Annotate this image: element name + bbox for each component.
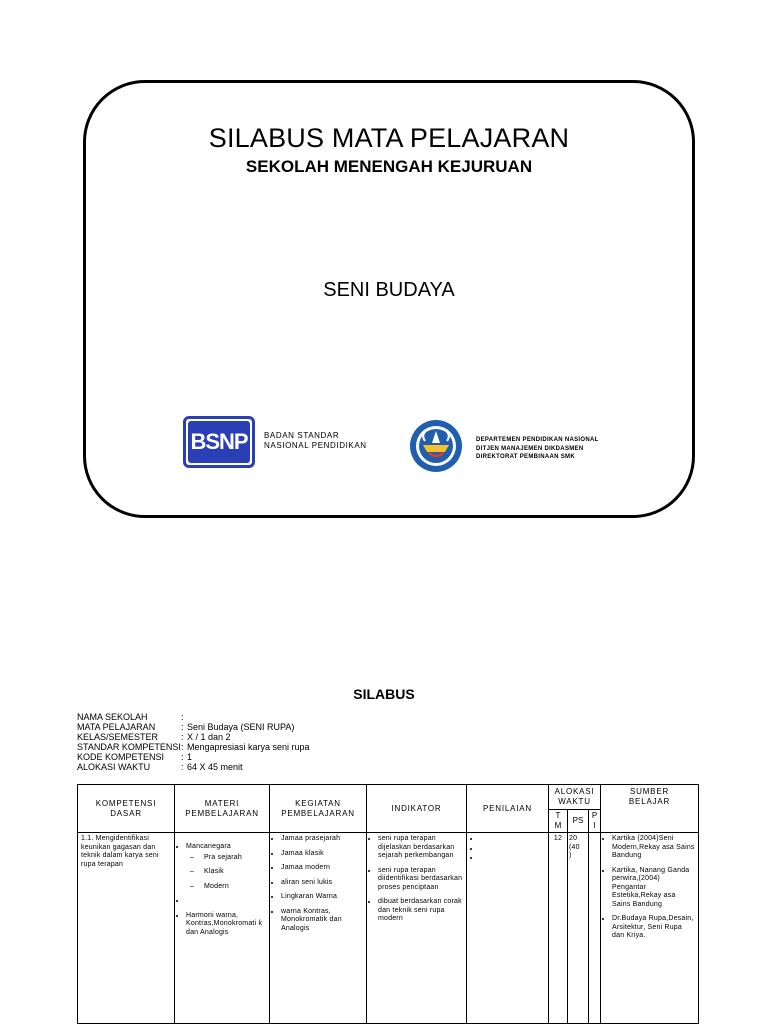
header-tm: T M: [549, 810, 568, 833]
materi-sub-item: – Modern: [204, 883, 266, 892]
meta-key: ALOKASI WAKTU: [77, 762, 151, 772]
indikator-item: • seni rupa terapan dijelaskan berdasarkan sejarah perkembangan: [378, 835, 463, 861]
bsnp-caption-line2: NASIONAL PENDIDIKAN: [264, 441, 367, 450]
meta-row-mata-pelajaran: MATA PELAJARAN : Seni Budaya (SENI RUPA): [77, 722, 295, 732]
bsnp-caption: [264, 431, 367, 451]
header-ps: PS: [568, 810, 589, 833]
meta-row-kelas-semester: KELAS/SEMESTER : X / 1 dan 2: [77, 732, 231, 742]
meta-key: MATA PELAJARAN: [77, 722, 156, 732]
ministry-caption-line3: DIREKTORAT PEMBINAAN SMK: [476, 454, 575, 460]
penilaian-item-empty: [480, 835, 545, 844]
cell-penilaian: [467, 833, 549, 1024]
header-sumber-belajar: SUMBER BELAJAR: [601, 785, 699, 833]
meta-value: Mengapresiasi karya seni rupa: [187, 742, 310, 752]
kegiatan-item: • aliran seni lukis: [281, 879, 363, 888]
kegiatan-item: • warna Kontras, Monokromatik dan Analogis: [281, 908, 363, 934]
cover-subtitle: SEKOLAH MENENGAH KEJURUAN: [245, 157, 533, 176]
cell-materi: [175, 833, 270, 1024]
meta-row-alokasi-waktu: ALOKASI WAKTU : 64 X 45 menit: [77, 762, 243, 772]
cell-indikator: [367, 833, 467, 1024]
cover-title: SILABUS MATA PELAJARAN: [208, 123, 570, 153]
cell-kompetensi: 1.1. Mengidentifikasi keunikan gagasan dan teknik dalam karya seni rupa terapan: [78, 833, 175, 1024]
indikator-item: • dibuat berdasarkan corak dan teknik seni rupa modern: [378, 898, 463, 924]
sumber-item: • Kartika (2004)Seni Modern,Rekay asa Sains Bandung: [612, 835, 695, 861]
sumber-item: • Kartika, Nanang Ganda perwira,(2004) Pengantar Estetika,Rekay asa Sains Bandung: [612, 867, 695, 910]
meta-value: 1: [187, 752, 193, 762]
kegiatan-item: • Jamaa prasejarah: [281, 835, 363, 844]
ministry-caption-line1: DEPARTEMEN PENDIDIKAN NASIONAL: [476, 437, 599, 443]
meta-row-standar-kompetensi: STANDAR KOMPETENSI : Mengapresiasi karya seni rupa: [77, 742, 310, 752]
header-alokasi-waktu: ALOKASI WAKTU: [549, 785, 601, 810]
kegiatan-item: • Jamaa modern: [281, 864, 363, 873]
cell-sumber: [601, 833, 699, 1024]
meta-value: Seni Budaya (SENI RUPA): [187, 722, 295, 732]
silabus-heading: SILABUS: [353, 686, 415, 702]
tut-wuri-handayani-emblem-icon: [409, 419, 463, 473]
header-materi-pembelajaran: MATERI PEMBELAJARAN: [175, 785, 270, 833]
meta-row-kode-kompetensi: KODE KOMPETENSI : 1: [77, 752, 193, 762]
cover-frame: [83, 80, 695, 518]
cover-subject: SENI BUDAYA: [323, 279, 455, 301]
cell-ps: 20 (40 ): [568, 833, 589, 1024]
table-header-row: [78, 785, 699, 810]
sumber-item: • Dr.Budaya Rupa,Desain, Arsitektur, Seni Rupa dan Kriya.: [612, 915, 695, 941]
materi-item: • Mancanegara – Pra sejarah – Klasik – Modern: [186, 843, 266, 891]
header-indikator: INDIKATOR: [367, 785, 467, 833]
meta-key: KODE KOMPETENSI: [77, 752, 165, 762]
bsnp-caption-line1: BADAN STANDAR: [264, 431, 340, 440]
table-row: [78, 833, 699, 1024]
bsnp-logo: [183, 416, 255, 468]
kegiatan-item: • Jamaa klasik: [281, 850, 363, 859]
ministry-caption: [476, 436, 599, 462]
header-kompetensi-dasar: KOMPETENSI DASAR: [78, 785, 175, 833]
header-penilaian: PENILAIAN: [467, 785, 549, 833]
meta-value: X / 1 dan 2: [187, 732, 231, 742]
header-pi: P I: [589, 810, 601, 833]
meta-value: 64 X 45 menit: [187, 762, 243, 772]
materi-sub-item: – Klasik: [204, 868, 266, 877]
silabus-table: [77, 784, 699, 1024]
materi-item: • Harmoni warna, Kontras,Monokromati k dan Analogis: [186, 912, 266, 938]
kegiatan-item: • Lingkaran Warna: [281, 893, 363, 902]
header-kegiatan-pembelajaran: KEGIATAN PEMBELAJARAN: [270, 785, 367, 833]
materi-item-empty: [186, 897, 266, 906]
cell-tm: 12: [549, 833, 568, 1024]
meta-row-nama-sekolah: NAMA SEKOLAH :: [77, 712, 184, 722]
meta-key: KELAS/SEMESTER: [77, 732, 159, 742]
bsnp-logo-text: BSNP: [188, 421, 250, 463]
meta-key: NAMA SEKOLAH: [77, 712, 148, 722]
meta-key: STANDAR KOMPETENSI: [77, 742, 181, 752]
materi-sub-item: – Pra sejarah: [204, 854, 266, 863]
silabus-meta: [77, 712, 310, 772]
penilaian-item-empty: [480, 854, 545, 863]
penilaian-item-empty: [480, 845, 545, 854]
ministry-caption-line2: DITJEN MANAJEMEN DIKDASMEN: [476, 445, 584, 452]
cell-kegiatan: [270, 833, 367, 1024]
indikator-item: • seni rupa terapan diidentifikasi berdasarkan proses penciptaan: [378, 867, 463, 893]
cell-pi: [589, 833, 601, 1024]
